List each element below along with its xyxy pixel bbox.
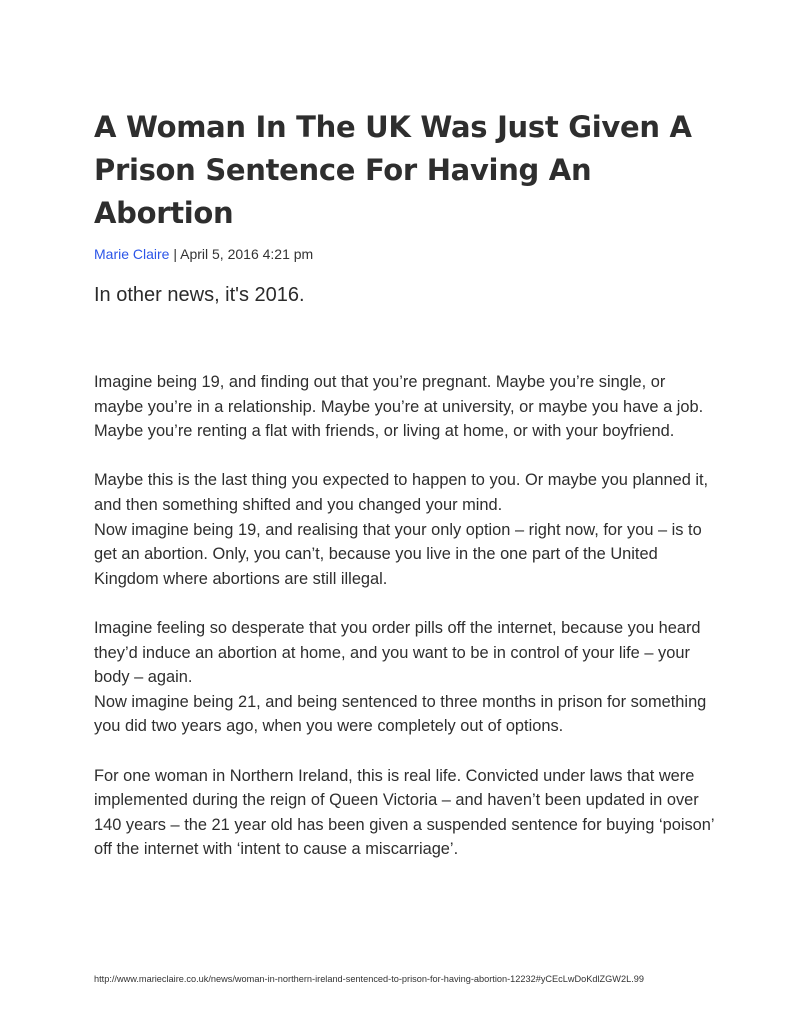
article-body	[94, 370, 719, 862]
article-headline	[94, 106, 714, 235]
byline-separator: |	[173, 246, 177, 262]
source-url[interactable]: http://www.marieclaire.co.uk/news/woman-in-northern-ireland-sentenced-to-prison-for-having-abortion-12232#yCEcLwDoKdlZGW2L.99	[94, 974, 644, 984]
paragraph: Imagine being 19, and finding out that you’re pregnant. Maybe you’re single, or maybe you’re in a relationship. Maybe you’re at university, or maybe you have a job. Maybe you’re renting a flat with friends, or living at home, or with your boyfriend.	[94, 373, 704, 441]
headline-line-1: A Woman In The UK Was Just Given A	[94, 110, 692, 144]
paragraph: Now imagine being 21, and being sentenced to three months in prison for something you did two years ago, when you were completely out of options.	[94, 692, 707, 736]
article-header	[94, 106, 714, 263]
paragraph: Maybe this is the last thing you expected to happen to you. Or maybe you planned it, and then something shifted and you changed your mind.	[94, 471, 709, 514]
publish-date: April 5, 2016 4:21 pm	[180, 246, 314, 262]
paragraph: Now imagine being 19, and realising that your only option – right now, for you – is to get an abortion. Only, you can’t, because you live in the one part of the United Kingdom where abortions are still illegal.	[94, 520, 702, 588]
article-dek: In other news, it's 2016.	[94, 284, 305, 306]
paragraph: Imagine feeling so desperate that you order pills off the internet, because you heard they’d induce an abortion at home, and you want to be in control of your life – your body – again.	[94, 618, 701, 687]
byline	[94, 245, 714, 263]
paragraph: For one woman in Northern Ireland, this is real life. Convicted under laws that were implemented during the reign of Queen Victoria – and haven’t been updated in over 140 years – the 21 year old has been given a suspended sentence for buying ‘poison’ off the internet with ‘intent to cause a miscarriage’.	[94, 766, 714, 859]
author-link[interactable]: Marie Claire	[94, 246, 170, 262]
headline-line-2: Prison Sentence For Having An Abortion	[94, 153, 592, 230]
